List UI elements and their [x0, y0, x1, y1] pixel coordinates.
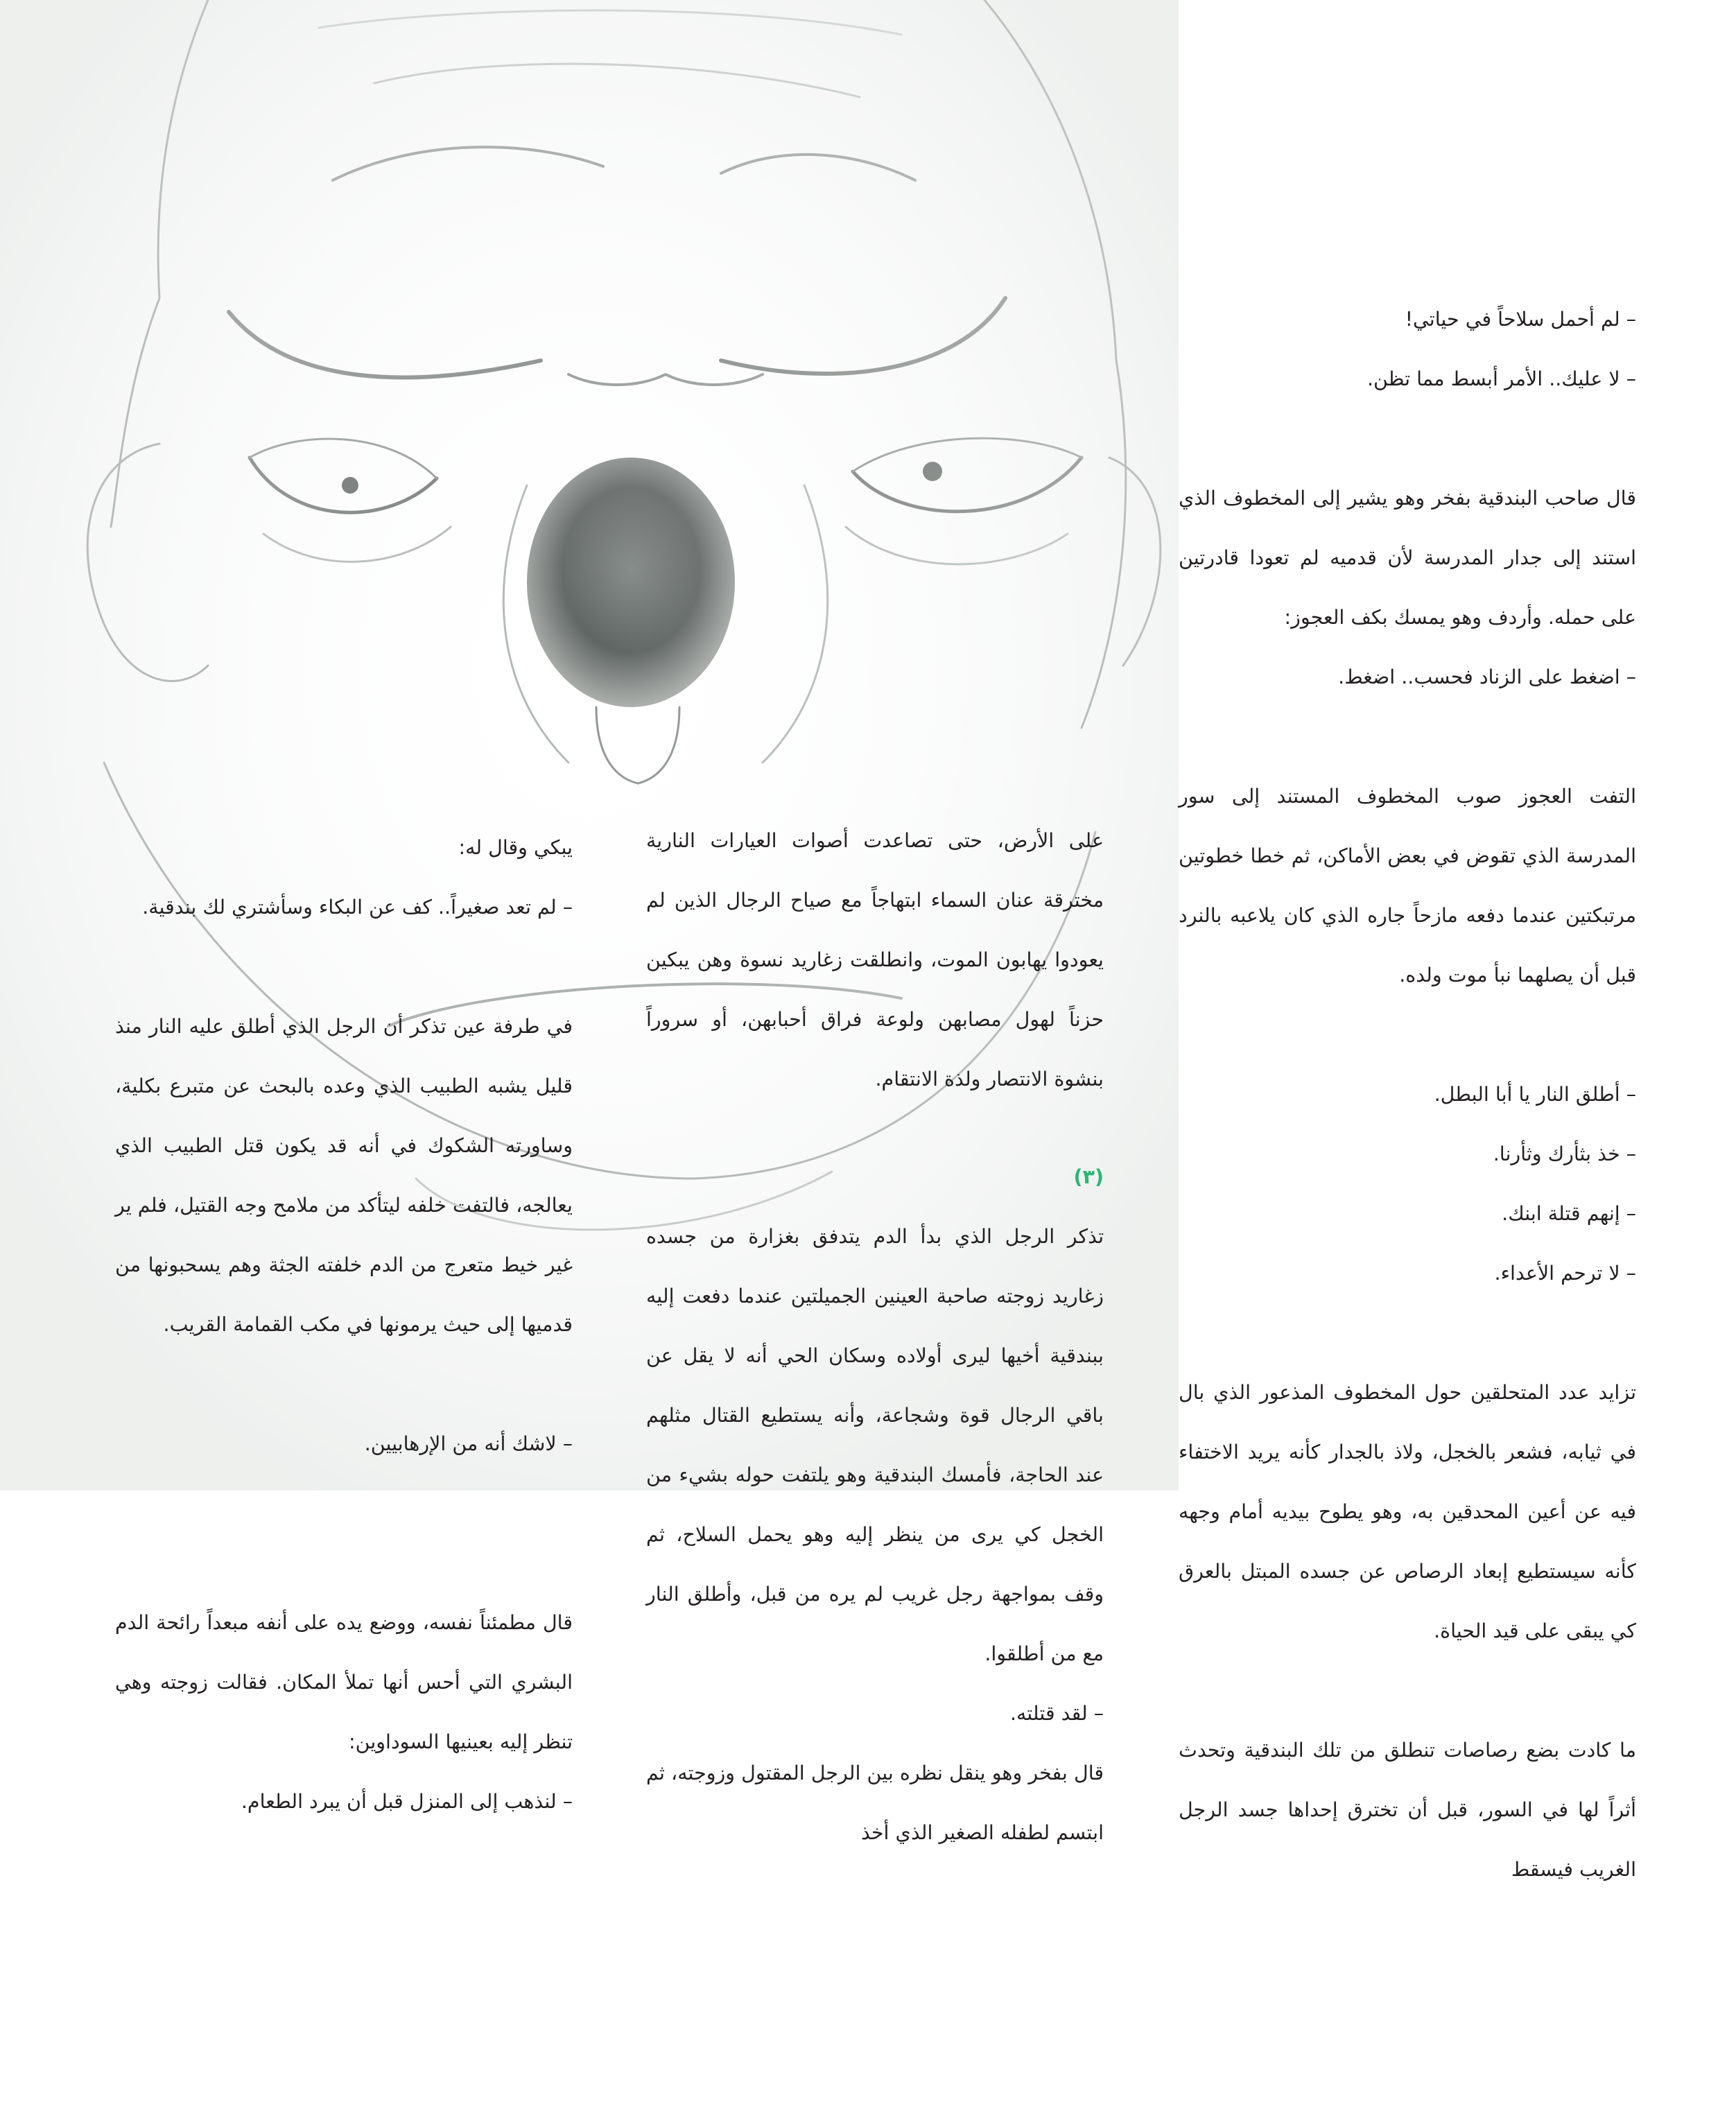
dialogue-line: – لقد قتلته.: [1009, 1702, 1104, 1725]
text-column-middle: [646, 811, 1104, 1863]
paragraph: على الأرض، حتى تصاعدت أصوات العيارات النارية مخترقة عنان السماء ابتهاجاً مع صياح الرجال الذين لم يعودوا يهابون الموت، وانطلقت زغاريد نسوة وهن يبكين حزناً لهول مصابهن ولوعة فراق أحبابهن، أو سروراً بنشوة الانتصار ولذة الانتقام.: [646, 829, 1104, 1091]
paragraph: قال صاحب البندقية بفخر وهو يشير إلى المخطوف الذي استند إلى جدار المدرسة لأن قدميه لم تعودا قادرتين على حمله. وأردف وهو يمسك بكف العجوز:: [1179, 487, 1636, 629]
dialogue-line: – أطلق النار يا أبا البطل.: [1434, 1083, 1636, 1106]
paragraph: ما كادت بضع رصاصات تنطلق من تلك البندقية وتحدث أثراً لها في السور، قبل أن تخترق إحداها جسد الرجل الغريب فيسقط: [1179, 1739, 1636, 1881]
paragraph: قال مطمئناً نفسه، ووضع يده على أنفه مبعداً رائحة الدم البشري التي أحس أنها تملأ المكان. فقالت زوجته وهي تنظر إليه بعينيها السوداوين:: [115, 1611, 573, 1753]
paragraph: تذكر الرجل الذي بدأ الدم يتدفق بغزارة من جسده زغاريد زوجته صاحبة العينين الجميلتين عندما دفعت إليه ببندقية أخيها ليرى أولاده وسكان الحي أنه لا يقل عن باقي الرجال قوة وشجاعة، وأنه يستطيع القتال مثلهم عند الحاجة، فأمسك البندقية وهو يلتفت حوله بشيء من الخجل كي يرى من ينظر إليه وهو يحمل السلاح، ثم وقف بمواجهة رجل غريب لم يره من قبل، وأطلق النار مع من أطلقوا.: [646, 1225, 1104, 1665]
paragraph: تزايد عدد المتحلقين حول المخطوف المذعور الذي بال في ثيابه، فشعر بالخجل، ولاذ بالجدار كأنه يريد الاختفاء فيه عن أعين المحدقين به، وهو يطوح بيديه أمام وجهه كأنه سيستطيع إبعاد الرصاص عن جسده المبتل بالعرق كي يبقى على قيد الحياة.: [1179, 1381, 1636, 1642]
paragraph: يبكي وقال له:: [458, 836, 573, 859]
dialogue-line: – لم تعد صغيراً.. كف عن البكاء وسأشتري لك بندقية.: [142, 896, 573, 919]
paragraph: التفت العجوز صوب المخطوف المستند إلى سور المدرسة الذي تقوض في بعض الأماكن، ثم خطا خطوتين مرتبكتين عندما دفعه مازحاً جاره الذي كان يلاعبه بالنرد قبل أن يصلهما نبأ موت ولده.: [1179, 785, 1636, 987]
dialogue-line: – إنهم قتلة ابنك.: [1502, 1202, 1636, 1225]
dialogue-line: – لا ترحم الأعداء.: [1494, 1262, 1636, 1285]
dialogue-line: – خذ بثأرك وثأرنا.: [1493, 1143, 1636, 1165]
paragraph: في طرفة عين تذكر أن الرجل الذي أطلق عليه النار منذ قليل يشبه الطبيب الذي وعده بالبحث عن متبرع بكلية، وساورته الشكوك في أنه قد يكون قتل الطبيب الذي يعالجه، فالتفت خلفه ليتأكد من ملامح وجه القتيل، فلم ير غير خيط متعرج من الدم خلفته الجثة وهم يسحبونها من قدميها إلى حيث يرمونها في مكب القمامة القريب.: [115, 1015, 573, 1336]
paragraph: قال بفخر وهو ينقل نظره بين الرجل المقتول وزوجته، ثم ابتسم لطفله الصغير الذي أخذ: [646, 1762, 1104, 1844]
section-number: (٣): [1073, 1165, 1104, 1188]
dialogue-line: – لا عليك.. الأمر أبسط مما تظن.: [1366, 367, 1636, 390]
dialogue-line: – لم أحمل سلاحاً في حياتي!: [1405, 308, 1636, 331]
dialogue-line: – لاشك أنه من الإرهابيين.: [364, 1432, 573, 1455]
dialogue-line: – لنذهب إلى المنزل قبل أن يبرد الطعام.: [241, 1790, 573, 1813]
dialogue-line: – اضغط على الزناد فحسب.. اضغط.: [1338, 666, 1636, 688]
text-column-left: [115, 818, 573, 1832]
text-column-right: [1179, 290, 1636, 1900]
